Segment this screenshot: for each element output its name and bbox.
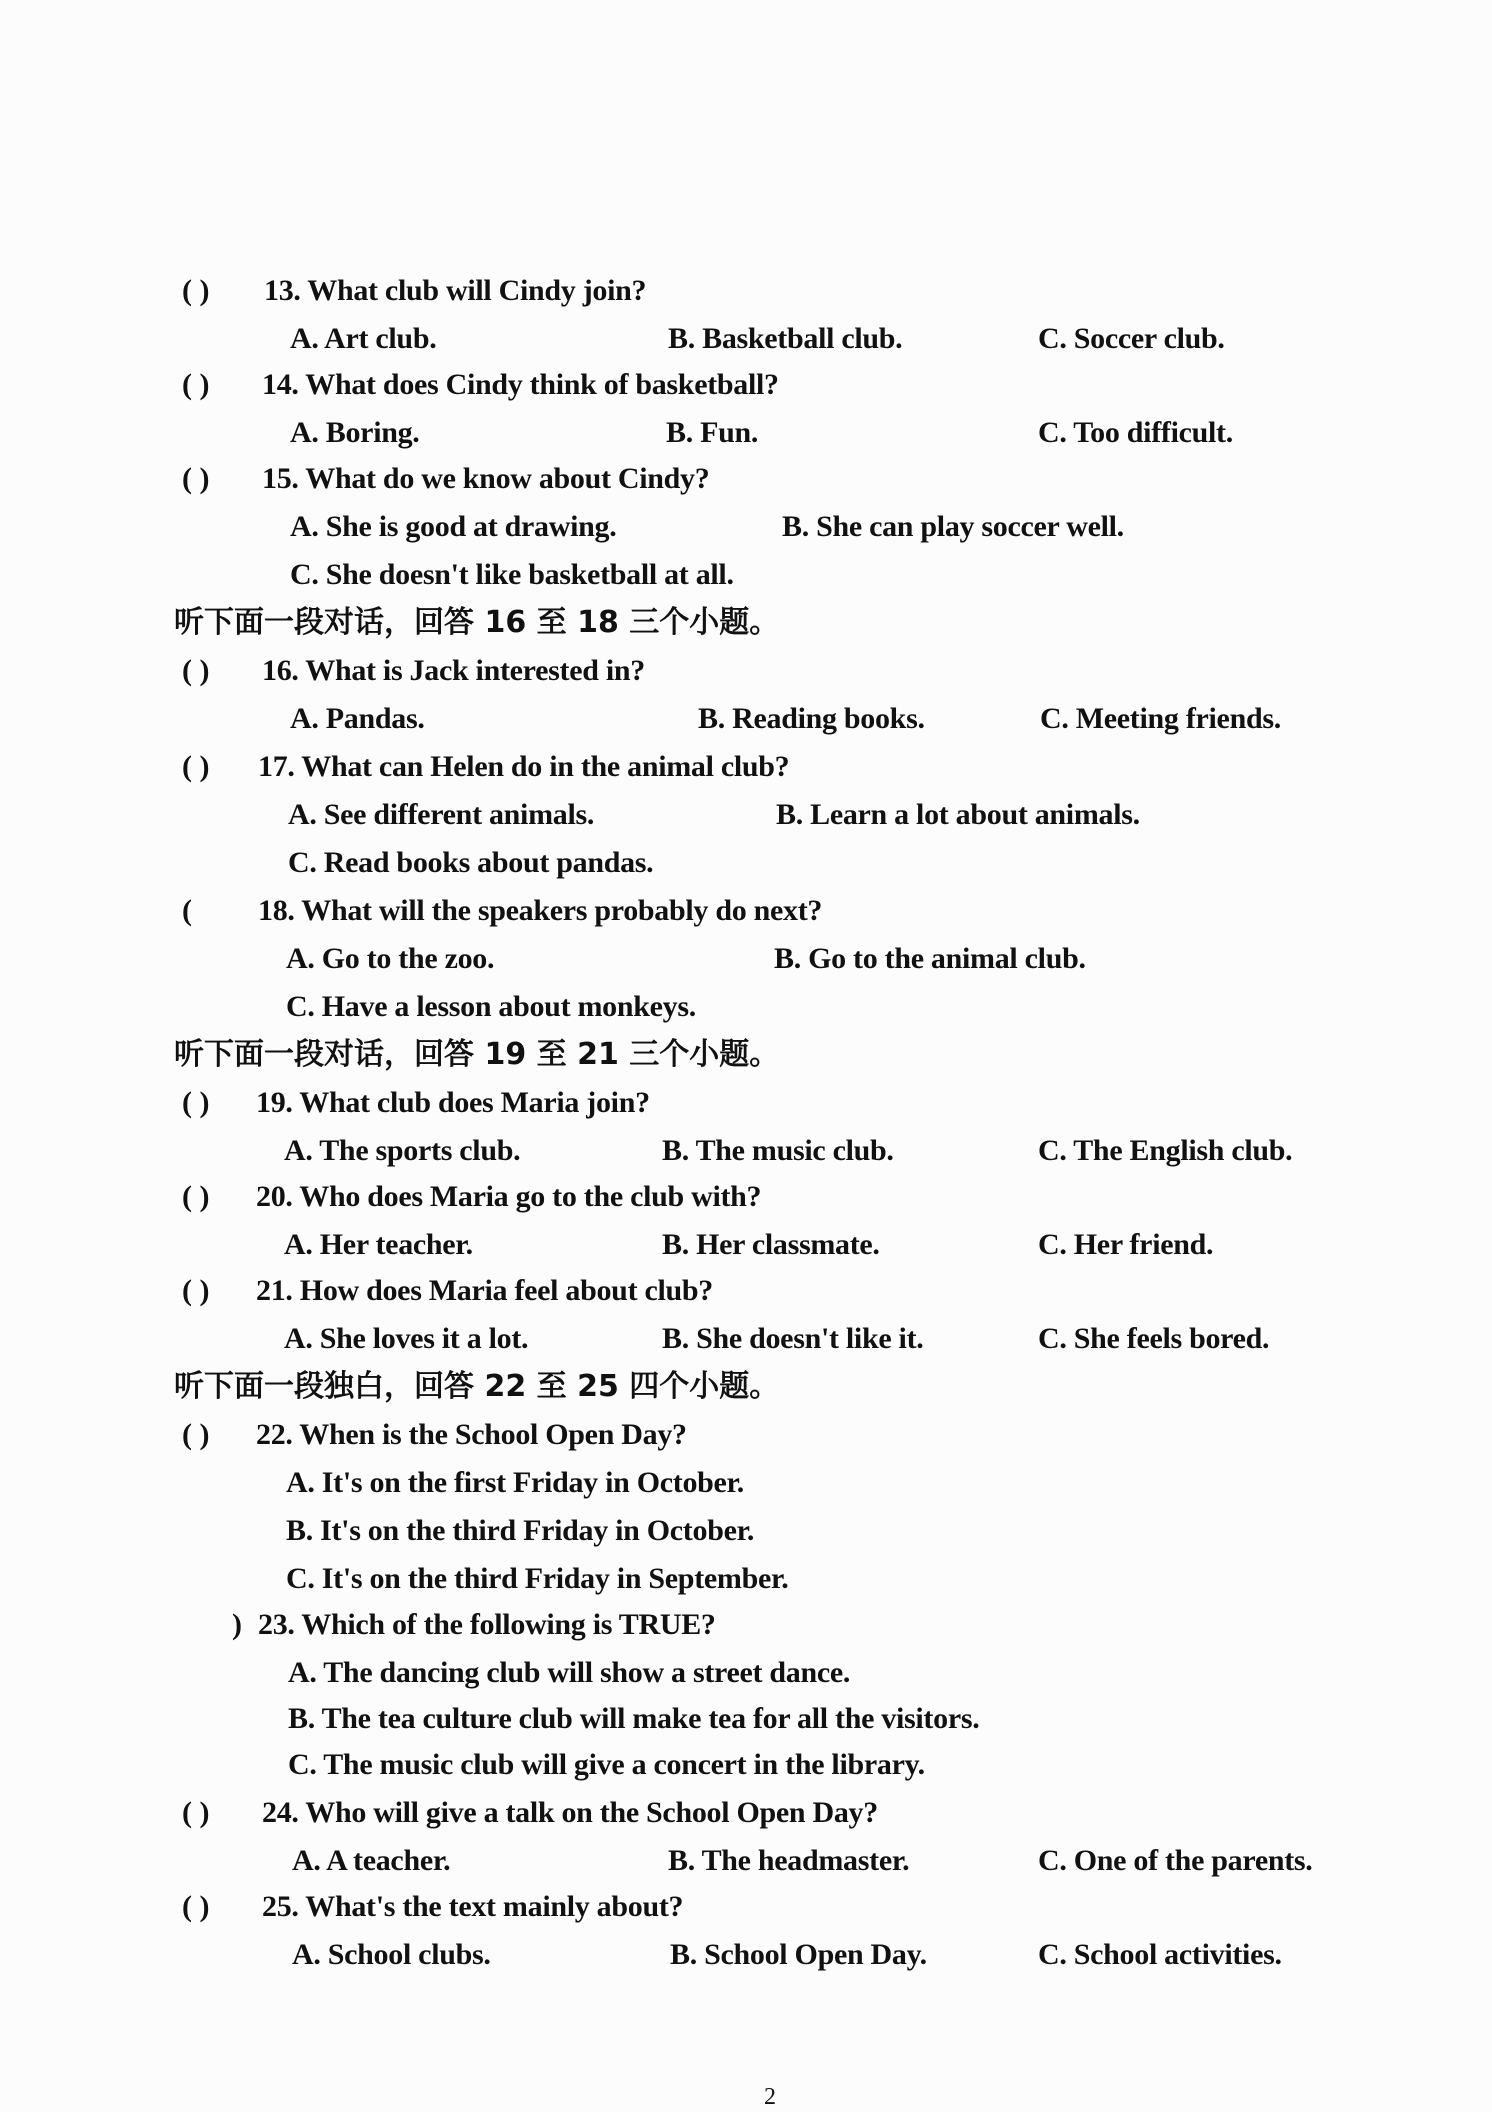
option-20-c: C. Her friend. <box>1038 1228 1214 1261</box>
option-17-b: B. Learn a lot about animals. <box>776 798 1140 831</box>
option-13-a: A. Art club. <box>290 322 437 355</box>
question-20: 20. Who does Maria go to the club with? <box>256 1180 762 1213</box>
option-23-a: A. The dancing club will show a street dance. <box>288 1656 851 1689</box>
option-21-a: A. She loves it a lot. <box>284 1322 529 1355</box>
option-17-c: C. Read books about pandas. <box>288 846 654 879</box>
answer-bracket: ( ) <box>182 750 210 783</box>
option-24-a: A. A teacher. <box>292 1844 451 1877</box>
option-25-b: B. School Open Day. <box>670 1938 927 1971</box>
question-24: 24. Who will give a talk on the School Open Day? <box>262 1796 878 1829</box>
option-18-a: A. Go to the zoo. <box>286 942 495 975</box>
question-16: 16. What is Jack interested in? <box>262 654 645 687</box>
answer-bracket: ( ) <box>182 1180 210 1213</box>
option-22-c: C. It's on the third Friday in September. <box>286 1562 789 1595</box>
option-19-a: A. The sports club. <box>284 1134 521 1167</box>
option-20-a: A. Her teacher. <box>284 1228 473 1261</box>
answer-bracket: ( ) <box>182 1418 210 1451</box>
question-19: 19. What club does Maria join? <box>256 1086 650 1119</box>
answer-bracket: ) <box>232 1608 242 1641</box>
answer-bracket: ( ) <box>182 654 210 687</box>
option-14-b: B. Fun. <box>666 416 759 449</box>
answer-bracket: ( ) <box>182 368 210 401</box>
answer-bracket: ( ) <box>182 462 210 495</box>
option-21-b: B. She doesn't like it. <box>662 1322 924 1355</box>
question-25: 25. What's the text mainly about? <box>262 1890 684 1923</box>
option-20-b: B. Her classmate. <box>662 1228 880 1261</box>
section-instruction-19-21: 听下面一段对话，回答 19 至 21 三个小题。 <box>174 1037 780 1072</box>
question-14: 14. What does Cindy think of basketball? <box>262 368 779 401</box>
option-16-a: A. Pandas. <box>290 702 425 735</box>
option-13-b: B. Basketball club. <box>668 322 903 355</box>
option-15-a: A. She is good at drawing. <box>290 510 617 543</box>
answer-bracket: ( ) <box>182 1796 210 1829</box>
question-21: 21. How does Maria feel about club? <box>256 1274 713 1307</box>
question-17: 17. What can Helen do in the animal club? <box>258 750 790 783</box>
option-14-c: C. Too difficult. <box>1038 416 1233 449</box>
option-23-c: C. The music club will give a concert in the library. <box>288 1748 925 1781</box>
option-19-c: C. The English club. <box>1038 1134 1293 1167</box>
option-22-b: B. It's on the third Friday in October. <box>286 1514 755 1547</box>
answer-bracket: ( <box>182 894 192 927</box>
question-13: 13. What club will Cindy join? <box>264 274 647 307</box>
answer-bracket: ( ) <box>182 1890 210 1923</box>
option-16-c: C. Meeting friends. <box>1040 702 1281 735</box>
option-16-b: B. Reading books. <box>698 702 925 735</box>
option-25-a: A. School clubs. <box>292 1938 491 1971</box>
option-15-b: B. She can play soccer well. <box>782 510 1124 543</box>
option-17-a: A. See different animals. <box>288 798 595 831</box>
option-23-b: B. The tea culture club will make tea for all the visitors. <box>288 1702 980 1735</box>
answer-bracket: ( ) <box>182 1086 210 1119</box>
option-18-c: C. Have a lesson about monkeys. <box>286 990 696 1023</box>
option-24-b: B. The headmaster. <box>668 1844 910 1877</box>
question-15: 15. What do we know about Cindy? <box>262 462 710 495</box>
question-18: 18. What will the speakers probably do next? <box>258 894 823 927</box>
question-22: 22. When is the School Open Day? <box>256 1418 687 1451</box>
question-23: 23. Which of the following is TRUE? <box>258 1608 716 1641</box>
option-14-a: A. Boring. <box>290 416 420 449</box>
option-13-c: C. Soccer club. <box>1038 322 1225 355</box>
option-24-c: C. One of the parents. <box>1038 1844 1313 1877</box>
page-number: 2 <box>764 2084 776 2110</box>
answer-bracket: ( ) <box>182 1274 210 1307</box>
section-instruction-16-18: 听下面一段对话，回答 16 至 18 三个小题。 <box>174 605 780 640</box>
answer-bracket: ( ) <box>182 274 210 307</box>
option-25-c: C. School activities. <box>1038 1938 1282 1971</box>
option-21-c: C. She feels bored. <box>1038 1322 1270 1355</box>
option-18-b: B. Go to the animal club. <box>774 942 1086 975</box>
section-instruction-22-25: 听下面一段独白，回答 22 至 25 四个小题。 <box>174 1369 780 1404</box>
option-22-a: A. It's on the first Friday in October. <box>286 1466 745 1499</box>
option-15-c: C. She doesn't like basketball at all. <box>290 558 734 591</box>
option-19-b: B. The music club. <box>662 1134 894 1167</box>
